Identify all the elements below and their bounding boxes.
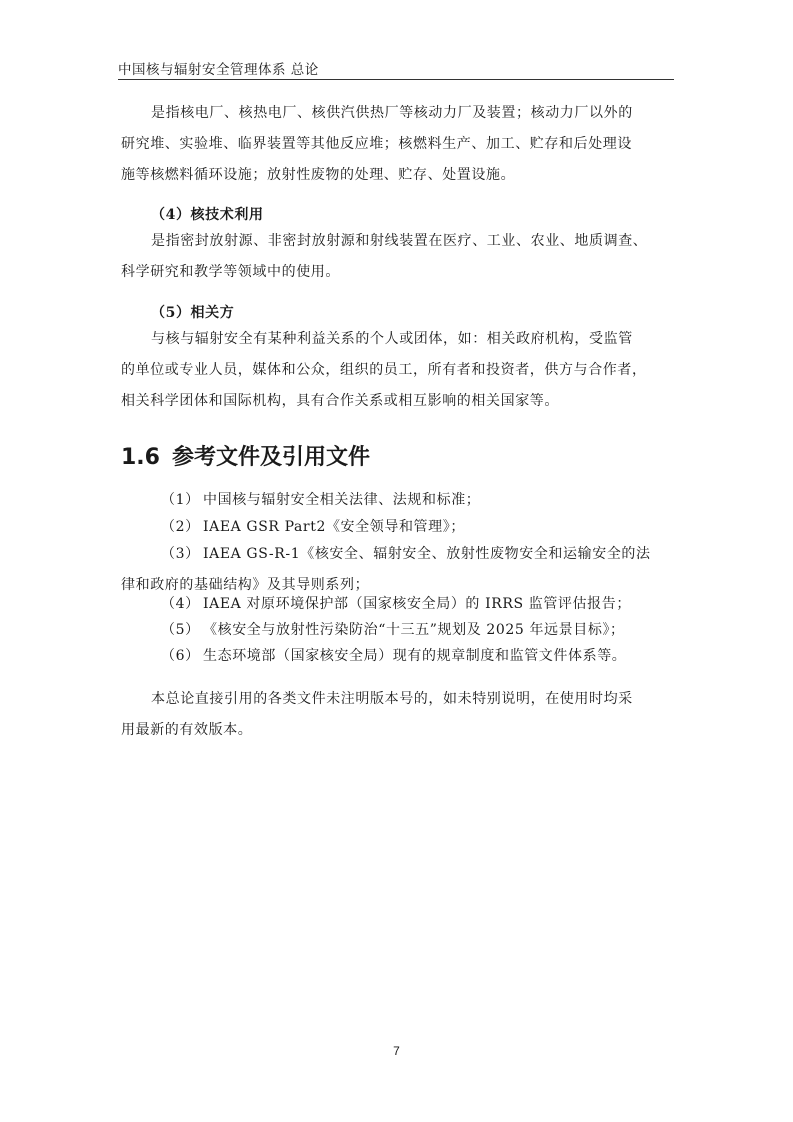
- section-title-text: 参考文件及引用文件: [171, 445, 370, 470]
- reference-text: IAEA 对原环境保护部（国家核安全局）的 IRRS 监管评估报告；: [203, 596, 631, 612]
- subheading-nuclear-tech-use: （4）核技术利用: [151, 207, 264, 223]
- reference-text: 《核安全与放射性污染防治“十三五”规划及 2025 年远景目标》；: [203, 622, 625, 638]
- paragraph-closing: [121, 684, 673, 746]
- paragraph-nuclear-tech-use: [121, 226, 673, 288]
- page-number: 7: [393, 1044, 400, 1058]
- header-rule: [118, 79, 674, 80]
- reference-marker: （4）: [161, 596, 200, 612]
- reference-text: 生态环境部（国家核安全局）现有的规章制度和监管文件体系等。: [203, 648, 627, 664]
- reference-item: [121, 641, 673, 672]
- reference-text: IAEA GSR Part2《安全领导和管理》；: [203, 519, 465, 535]
- reference-marker: （5）: [161, 622, 200, 638]
- reference-marker: （2）: [161, 519, 200, 535]
- para-line: 用最新的有效版本。: [121, 722, 253, 738]
- subheading-stakeholders: （5）相关方: [151, 305, 235, 321]
- reference-marker: （1）: [161, 492, 200, 508]
- reference-text-continuation: 律和政府的基础结构》及其导则系列；: [121, 577, 370, 593]
- para-line: 是指核电厂、核热电厂、核供汽供热厂等核动力厂及装置；核动力厂以外的: [151, 105, 633, 121]
- para-line: 研究堆、实验堆、临界装置等其他反应堆；核燃料生产、加工、贮存和后处理设: [121, 136, 632, 152]
- reference-text: 中国核与辐射安全相关法律、法规和标准；: [203, 492, 481, 508]
- para-line: 相关科学团体和国际机构，具有合作关系或相互影响的相关国家等。: [121, 393, 559, 409]
- section-title: [121, 440, 370, 471]
- paragraph-nuclear-facilities: [121, 98, 673, 191]
- para-line: 施等核燃料循环设施；放射性废物的处理、贮存、处置设施。: [121, 167, 516, 183]
- para-line: 的单位或专业人员，媒体和公众，组织的员工，所有者和投资者，供方与合作者，: [121, 362, 647, 378]
- section-number: 1.6: [121, 445, 160, 470]
- para-line: 本总论直接引用的各类文件未注明版本号的，如未特别说明，在使用时均采: [151, 691, 633, 707]
- paragraph-stakeholders: [121, 324, 673, 417]
- para-line: 与核与辐射安全有某种利益关系的个人或团体，如：相关政府机构，受监管: [151, 331, 633, 347]
- running-header: 中国核与辐射安全管理体系 总论: [118, 62, 319, 78]
- para-line: 科学研究和教学等领域中的使用。: [121, 264, 340, 280]
- reference-marker: （6）: [161, 648, 200, 664]
- para-line: 是指密封放射源、非密封放射源和射线装置在医疗、工业、农业、地质调查、: [151, 233, 648, 249]
- reference-text: IAEA GS-R-1《核安全、辐射安全、放射性废物安全和运输安全的法: [203, 546, 651, 562]
- reference-marker: （3）: [161, 546, 200, 562]
